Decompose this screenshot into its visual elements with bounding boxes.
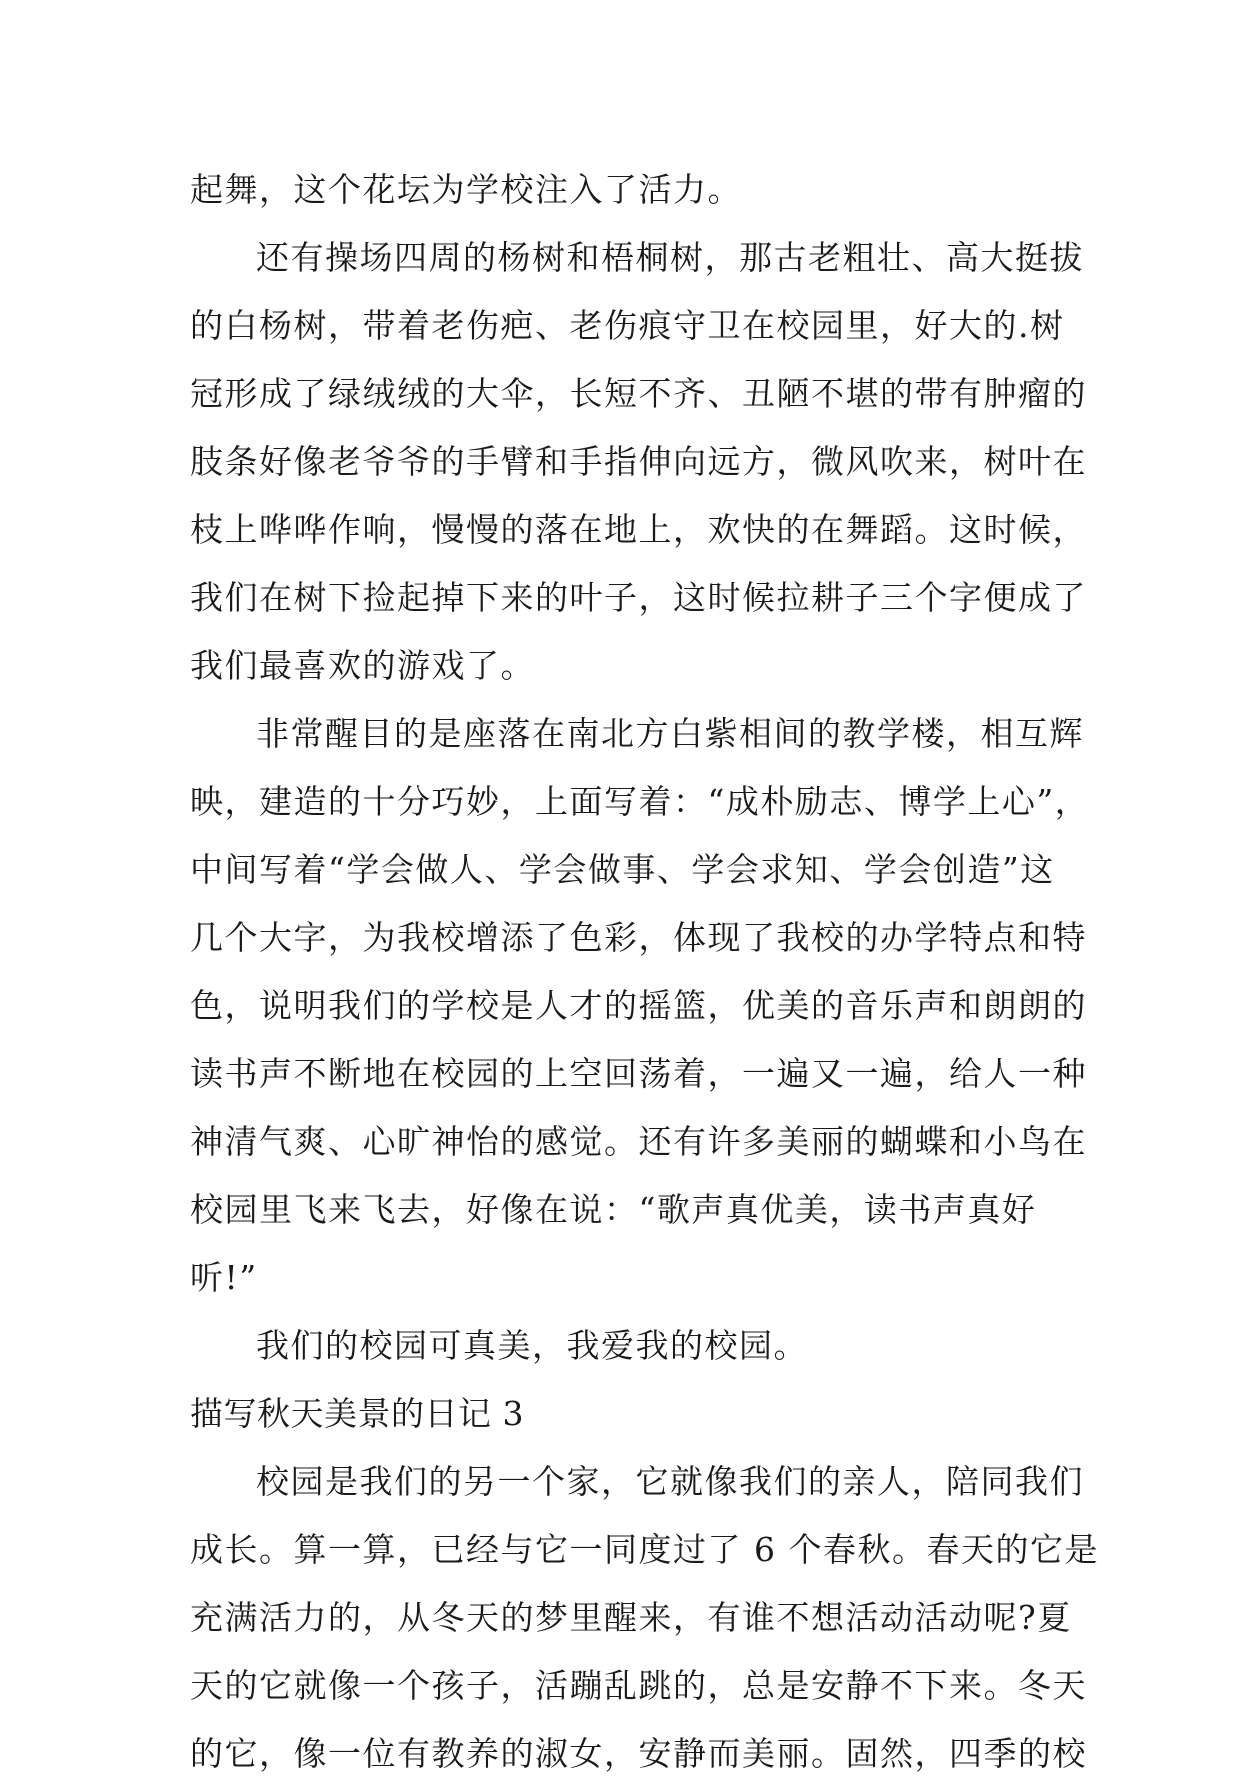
text-line: 色，说明我们的学校是人才的摇篮，优美的音乐声和朗朗的	[190, 986, 1087, 1025]
text-line: 映，建造的十分巧妙，上面写着：“成朴励志、博学上心”，	[190, 782, 1090, 821]
text-line: 冠形成了绿绒绒的大伞，长短不齐、丑陋不堪的带有肿瘤的	[190, 374, 1087, 413]
text-line: 枝上哗哗作响，慢慢的落在地上，欢快的在舞蹈。这时候，	[190, 510, 1087, 549]
text-line: 非常醒目的是座落在南北方白紫相间的教学楼，相互辉	[256, 714, 1084, 753]
text-line: 天的它就像一个孩子，活蹦乱跳的，总是安静不下来。冬天	[190, 1666, 1087, 1705]
text-line: 我们在树下捡起掉下来的叶子，这时候拉耕子三个字便成了	[190, 578, 1087, 617]
text-line: 起舞，这个花坛为学校注入了活力。	[190, 170, 742, 209]
text-line: 神清气爽、心旷神怡的感觉。还有许多美丽的蝴蝶和小鸟在	[190, 1122, 1087, 1161]
text-line: 充满活力的，从冬天的梦里醒来，有谁不想活动活动呢?夏	[190, 1598, 1072, 1637]
text-line: 校园是我们的另一个家，它就像我们的亲人，陪同我们	[256, 1462, 1084, 1501]
text-line: 肢条好像老爷爷的手臂和手指伸向远方，微风吹来，树叶在	[190, 442, 1087, 481]
text-line: 校园里飞来飞去，好像在说：“歌声真优美，读书声真好	[190, 1190, 1037, 1229]
text-line: 听!”	[190, 1258, 258, 1297]
text-line: 还有操场四周的杨树和梧桐树，那古老粗壮、高大挺拔	[256, 238, 1084, 277]
text-line: 读书声不断地在校园的上空回荡着，一遍又一遍，给人一种	[190, 1054, 1087, 1093]
text-line: 几个大字，为我校增添了色彩，体现了我校的办学特点和特	[190, 918, 1087, 957]
text-line: 的它，像一位有教养的淑女，安静而美丽。固然，四季的校	[190, 1734, 1087, 1773]
document-body	[190, 156, 1099, 1788]
text-line: 我们最喜欢的游戏了。	[190, 646, 535, 685]
text-line: 我们的校园可真美，我爱我的校园。	[256, 1326, 808, 1365]
text-line: 中间写着“学会做人、学会做事、学会求知、学会创造”这	[190, 850, 1055, 889]
section-heading: 描写秋天美景的日记 3	[190, 1394, 524, 1433]
text-line: 的白杨树，带着老伤疤、老伤痕守卫在校园里，好大的.树	[190, 306, 1065, 345]
text-line: 成长。算一算，已经与它一同度过了 6 个春秋。春天的它是	[190, 1530, 1099, 1569]
